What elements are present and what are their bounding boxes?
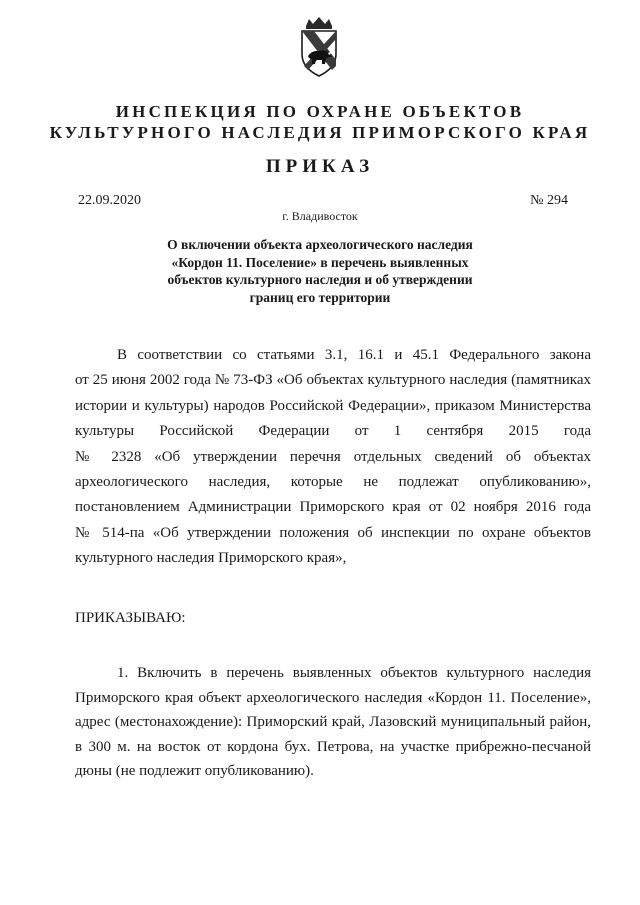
agency-name-line1: ИНСПЕКЦИЯ ПО ОХРАНЕ ОБЪЕКТОВ — [115, 102, 525, 121]
preamble-paragraph — [75, 343, 591, 572]
subject-line: «Кордон 11. Поселение» в перечень выявленных — [171, 254, 469, 270]
agency-name-line2: КУЛЬТУРНОГО НАСЛЕДИЯ ПРИМОРСКОГО КРАЯ — [49, 123, 591, 142]
order-item-line: дюны (не подлежит опубликованию). — [75, 763, 314, 780]
order-item-line: в 300 м. на восток от кордона бух. Петрова, на участке прибрежно-песчаной — [75, 738, 591, 755]
coat-of-arms-icon — [292, 16, 346, 78]
subject-line: О включении объекта археологического наследия — [167, 237, 473, 252]
order-heading: ПРИКАЗЫВАЮ: — [75, 610, 186, 626]
subject-line: границ его территории — [249, 289, 391, 305]
document-type: ПРИКАЗ — [265, 156, 375, 177]
preamble-line: № 2328 «Об утверждении перечня отдельных сведений об объектах — [75, 448, 591, 465]
subject-line: объектов культурного наследия и об утверждении — [167, 272, 473, 287]
order-item-1 — [75, 661, 591, 784]
document-subject — [130, 236, 510, 306]
order-item-line: Приморского края объект археологического наследия «Кордон 11. Поселение», — [75, 689, 591, 706]
preamble-line: В соответствии со статьями 3.1, 16.1 и 45.1 Федерального закона — [117, 347, 591, 363]
preamble-line: от 25 июня 2002 года № 73-ФЗ «Об объектах культурного наследия (памятниках — [75, 372, 591, 389]
preamble-line: культурного наследия Приморского края», — [75, 550, 347, 567]
document-date: 22.09.2020 — [78, 193, 141, 208]
preamble-line: археологического наследия, которые не подлежат опубликованию», — [75, 474, 591, 491]
preamble-line: культуры Российской Федерации от 1 сентября 2015 года — [75, 423, 591, 440]
preamble-line: истории и культуры) народов Российской Федерации», приказом Министерства — [75, 397, 591, 414]
document-city: г. Владивосток — [282, 209, 358, 223]
preamble-line: постановлением Администрации Приморского края от 02 ноября 2016 года — [75, 499, 591, 516]
order-item-line: адрес (местонахождение): Приморский край, Лазовский муниципальный район, — [75, 714, 591, 731]
preamble-line: № 514-па «Об утверждении положения об инспекции по охране объектов — [75, 524, 591, 541]
order-item-line: 1. Включить в перечень выявленных объектов культурного наследия — [117, 665, 591, 681]
document-number: № 294 — [530, 193, 568, 208]
